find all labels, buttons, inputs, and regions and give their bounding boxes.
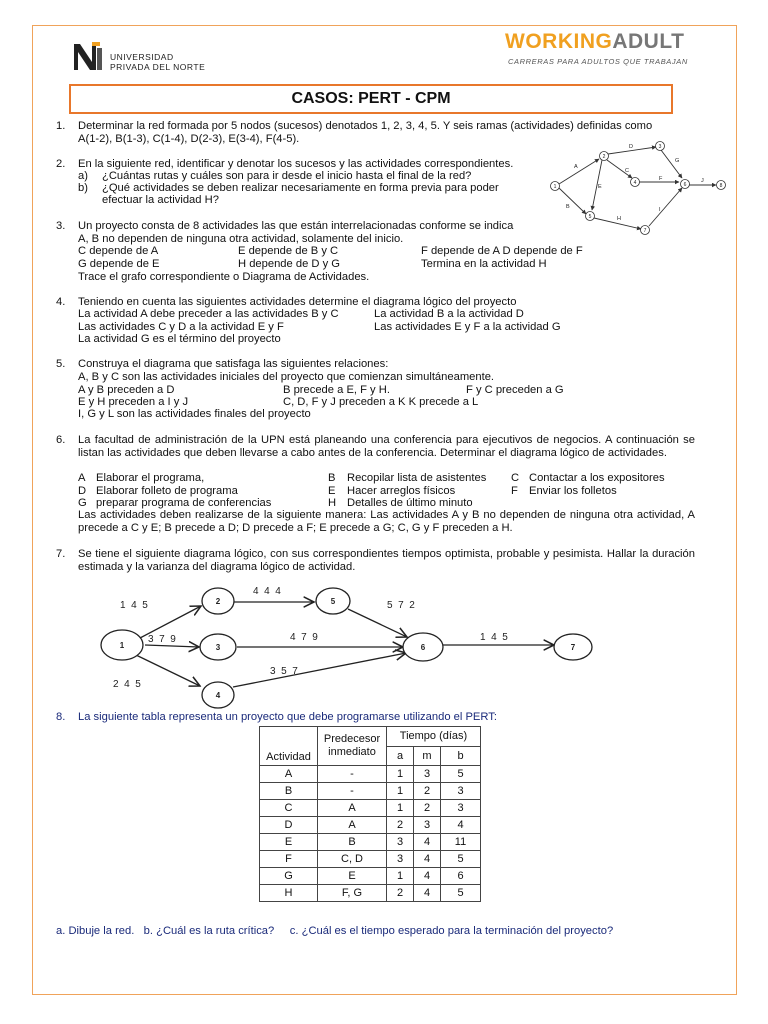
time-1-4: 2 4 5 <box>113 679 141 690</box>
time-2-5: 4 4 4 <box>253 586 281 597</box>
q3-r1c3: F depende de A D depende de F <box>421 245 583 257</box>
q3-r2c3: Termina en la actividad H <box>421 258 547 270</box>
q7-number: 7. <box>56 548 66 560</box>
time-5-6: 5 7 2 <box>387 600 415 611</box>
time-1-2: 1 4 5 <box>120 600 148 611</box>
upn-logo <box>70 38 106 74</box>
small-label-B: B <box>566 204 570 210</box>
q6-c2-letter: F <box>511 485 518 497</box>
table-row: A - 1 3 5 <box>260 766 481 783</box>
small-label-I: I <box>659 207 661 213</box>
edge-A <box>559 159 599 184</box>
time-3-6: 4 7 9 <box>290 632 318 643</box>
small-node-4: 4 <box>633 180 637 186</box>
q4-number: 4. <box>56 296 66 308</box>
q8-line1: La siguiente tabla representa un proyecto que debe programarse utilizando el PERT: <box>78 711 497 723</box>
small-node-2: 2 <box>602 154 606 160</box>
q2-a-label: a) <box>78 170 88 182</box>
node-4: 4 <box>215 691 221 700</box>
small-node-3: 3 <box>658 144 662 150</box>
small-label-D: D <box>629 144 633 150</box>
table-row: C A 1 2 3 <box>260 800 481 817</box>
q5-line2: A, B y C son las actividades iniciales del proyecto que comienzan simultáneamente. <box>78 371 495 383</box>
small-node-7: 7 <box>643 228 647 234</box>
header-m: m <box>414 746 441 766</box>
header-predecesor: Predecesor inmediato <box>318 727 387 766</box>
q6-paragraph2: Las actividades deben realizarse de la siguiente manera: Las actividades A y B no dependen de ninguna otra actividad, A precede a C y E; B precede a D; D precede a F; E precede a G; C, G y F preceden a H. <box>78 509 695 534</box>
table-row: F C, D 3 4 5 <box>260 851 481 868</box>
q3-line2: A, B no dependen de ninguna otra actividad, solamente del inicio. <box>78 233 404 245</box>
q7-paragraph: Se tiene el siguiente diagrama lógico, con sus correspondientes tiempos optimista, probable y pesimista. Hallar la duración estimada y la varianza del diagrama lógico de actividad. <box>78 548 695 573</box>
small-label-G: G <box>675 158 680 164</box>
q1-number: 1. <box>56 120 66 132</box>
header-actividad: Actividad <box>260 727 318 766</box>
time-1-3: 3 7 9 <box>148 634 176 645</box>
q2-number: 2. <box>56 158 66 170</box>
q6-a2: Elaborar folleto de programa <box>96 485 238 497</box>
q1-line1: Determinar la red formada por 5 nodos (sucesos) denotados 1, 2, 3, 4, 5. Y seis ramas (actividades) definidas como <box>78 120 653 132</box>
q2-line1: En la siguiente red, identificar y denotar los sucesos y las actividades correspondientes. <box>78 158 514 170</box>
edge-1-3 <box>145 645 199 647</box>
time-6-7: 1 4 5 <box>480 632 508 643</box>
q6-b3: Detalles de último minuto <box>347 497 473 509</box>
table-row: E B 3 4 11 <box>260 834 481 851</box>
q6-b2: Hacer arreglos físicos <box>347 485 456 497</box>
page-title: CASOS: PERT - CPM <box>69 84 673 114</box>
q6-paragraph1: La facultad de administración de la UPN está planeando una conferencia para ejecutivos de negocios. A continuación se listan las actividades que deben llevarse a cabo antes de la conferencia. Determinar el diagrama lógico de actividades. <box>78 434 695 459</box>
q8-number: 8. <box>56 711 66 723</box>
node-5: 5 <box>330 597 336 606</box>
q6-a1-letter: A <box>78 472 86 484</box>
table-row: B - 1 2 3 <box>260 783 481 800</box>
q3-number: 3. <box>56 220 66 232</box>
q5-line5: I, G y L son las actividades finales del proyecto <box>78 408 311 420</box>
q6-number: 6. <box>56 434 66 446</box>
q6-a2-letter: D <box>78 485 87 497</box>
q6-a1: Elaborar el programa, <box>96 472 205 484</box>
q2-b-label: b) <box>78 182 88 194</box>
q6-c1: Contactar a los expositores <box>529 472 665 484</box>
q7-network-diagram <box>100 583 600 713</box>
node-6: 6 <box>420 643 426 652</box>
edge-4-6 <box>233 653 406 687</box>
edge-G <box>661 150 682 178</box>
edge-I <box>649 188 682 226</box>
q8-questions: a. Dibuje la red. b. ¿Cuál es la ruta crítica? c. ¿Cuál es el tiempo esperado para la terminación del proyecto? <box>56 925 614 937</box>
small-node-8: 8 <box>719 183 723 189</box>
q3-r1c1: C depende de A <box>78 245 159 257</box>
q4-r1c1: La actividad A debe preceder a las actividades B y C <box>78 308 339 320</box>
q4-r2c2: Las actividades E y F a la actividad G <box>374 321 561 333</box>
q4-line4: La actividad G es el término del proyecto <box>78 333 281 345</box>
brand-tagline: CARRERAS PARA ADULTOS QUE TRABAJAN <box>508 57 688 66</box>
q3-line1: Un proyecto consta de 8 actividades las que están interrelacionadas conforme se indica <box>78 220 514 232</box>
q6-a3-letter: G <box>78 497 87 509</box>
table-row: H F, G 2 4 5 <box>260 885 481 902</box>
q5-line1: Construya el diagrama que satisfaga las siguientes relaciones: <box>78 358 389 370</box>
node-2: 2 <box>215 597 221 606</box>
small-label-F: F <box>659 176 663 182</box>
q3-r2c2: H depende de D y G <box>238 258 340 270</box>
pert-table <box>259 726 481 902</box>
q6-b3-letter: H <box>328 497 337 509</box>
header-b: b <box>441 746 481 766</box>
q5-r1c1: A y B preceden a D <box>78 384 175 396</box>
node-1: 1 <box>119 641 125 650</box>
node-7: 7 <box>570 643 576 652</box>
small-network-diagram <box>546 138 736 238</box>
q5-r2c1: E y H preceden a I y J <box>78 396 189 408</box>
small-label-A: A <box>574 164 578 170</box>
small-label-C: C <box>625 168 629 174</box>
q6-b1-letter: B <box>328 472 336 484</box>
small-label-E: E <box>598 184 602 190</box>
q6-b1: Recopilar lista de asistentes <box>347 472 487 484</box>
time-4-6: 3 5 7 <box>270 666 298 677</box>
edge-1-4 <box>136 655 200 686</box>
small-label-J: J <box>701 178 704 184</box>
q2-b2: efectuar la actividad H? <box>102 194 219 206</box>
small-node-5: 5 <box>588 214 592 220</box>
q3-r2c1: G depende de E <box>78 258 160 270</box>
q4-r2c1: Las actividades C y D a la actividad E y F <box>78 321 284 333</box>
q6-c1-letter: C <box>511 472 520 484</box>
q1-line2: A(1-2), B(1-3), C(1-4), D(2-3), E(3-4), F(4-5). <box>78 133 300 145</box>
q3-r1c2: E depende de B y C <box>238 245 339 257</box>
q5-number: 5. <box>56 358 66 370</box>
header-a: a <box>387 746 414 766</box>
q5-r1c2: B precede a E, F y H. <box>283 384 390 396</box>
q6-a3: preparar programa de conferencias <box>96 497 272 509</box>
q2-b1: ¿Qué actividades se deben realizar necesariamente en forma previa para poder <box>102 182 499 194</box>
q4-r1c2: La actividad B a la actividad D <box>374 308 524 320</box>
q5-r2c2: C, D, F y J preceden a K K precede a L <box>283 396 479 408</box>
q6-c2: Enviar los folletos <box>529 485 617 497</box>
q2-a: ¿Cuántas rutas y cuáles son para ir desde el inicio hasta el final de la red? <box>102 170 472 182</box>
edge-B <box>559 188 586 214</box>
table-row: G E 1 4 6 <box>260 868 481 885</box>
small-label-H: H <box>617 216 621 222</box>
q6-b2-letter: E <box>328 485 336 497</box>
q3-line5: Trace el grafo correspondiente o Diagrama de Actividades. <box>78 271 370 283</box>
node-3: 3 <box>215 643 221 652</box>
q4-line1: Teniendo en cuenta las siguientes actividades determine el diagrama lógico del proyecto <box>78 296 517 308</box>
header-tiempo: Tiempo (días) <box>387 727 481 747</box>
edge-5-6 <box>348 609 407 637</box>
small-node-6: 6 <box>683 182 687 188</box>
q5-r1c3: F y C preceden a G <box>466 384 564 396</box>
small-node-1: 1 <box>553 184 557 190</box>
university-name: UNIVERSIDAD PRIVADA DEL NORTE <box>110 52 206 72</box>
brand-logo: WORKINGADULT <box>505 30 685 53</box>
table-row: D A 2 3 4 <box>260 817 481 834</box>
